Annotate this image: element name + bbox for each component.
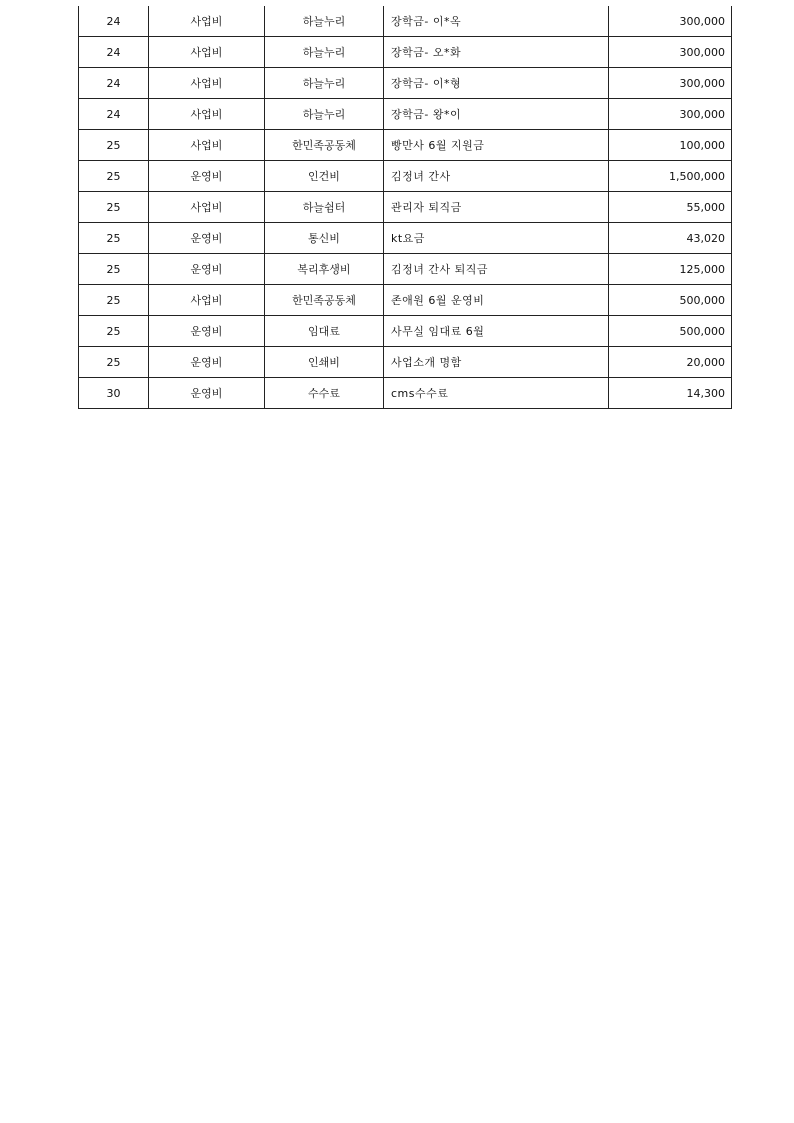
cell-amount: 43,020 — [609, 223, 732, 254]
cell-day: 25 — [79, 285, 149, 316]
cell-expense-type: 운영비 — [149, 378, 265, 409]
cell-description: 관리자 퇴직금 — [384, 192, 609, 223]
table-row — [79, 130, 732, 161]
cell-description: kt요금 — [384, 223, 609, 254]
cell-expense-type: 사업비 — [149, 37, 265, 68]
cell-day: 24 — [79, 6, 149, 37]
cell-amount: 125,000 — [609, 254, 732, 285]
cell-category: 통신비 — [265, 223, 384, 254]
table-row — [79, 161, 732, 192]
cell-category: 하늘누리 — [265, 68, 384, 99]
cell-day: 24 — [79, 99, 149, 130]
cell-amount: 100,000 — [609, 130, 732, 161]
cell-expense-type: 사업비 — [149, 99, 265, 130]
table-row — [79, 378, 732, 409]
cell-day: 25 — [79, 254, 149, 285]
cell-day: 25 — [79, 161, 149, 192]
cell-category: 복리후생비 — [265, 254, 384, 285]
cell-category: 하늘누리 — [265, 37, 384, 68]
cell-day: 25 — [79, 130, 149, 161]
table-row — [79, 223, 732, 254]
cell-amount: 55,000 — [609, 192, 732, 223]
cell-day: 30 — [79, 378, 149, 409]
cell-expense-type: 운영비 — [149, 254, 265, 285]
cell-expense-type: 운영비 — [149, 347, 265, 378]
ledger-body — [79, 6, 732, 409]
cell-amount: 20,000 — [609, 347, 732, 378]
cell-category: 인건비 — [265, 161, 384, 192]
cell-expense-type: 사업비 — [149, 285, 265, 316]
cell-amount: 300,000 — [609, 68, 732, 99]
cell-expense-type: 사업비 — [149, 6, 265, 37]
cell-category: 하늘누리 — [265, 6, 384, 37]
cell-day: 24 — [79, 68, 149, 99]
cell-amount: 300,000 — [609, 37, 732, 68]
table-row — [79, 99, 732, 130]
cell-amount: 14,300 — [609, 378, 732, 409]
cell-category: 임대료 — [265, 316, 384, 347]
cell-expense-type: 운영비 — [149, 223, 265, 254]
cell-description: 김정녀 간사 — [384, 161, 609, 192]
cell-description: 장학금- 왕*이 — [384, 99, 609, 130]
cell-expense-type: 사업비 — [149, 130, 265, 161]
table-row — [79, 316, 732, 347]
cell-day: 24 — [79, 37, 149, 68]
cell-description: 사업소개 명함 — [384, 347, 609, 378]
cell-category: 수수료 — [265, 378, 384, 409]
cell-day: 25 — [79, 223, 149, 254]
cell-description: 장학금- 이*옥 — [384, 6, 609, 37]
cell-amount: 500,000 — [609, 285, 732, 316]
cell-expense-type: 사업비 — [149, 192, 265, 223]
cell-amount: 300,000 — [609, 6, 732, 37]
cell-description: 빵만사 6월 지원금 — [384, 130, 609, 161]
cell-description: cms수수료 — [384, 378, 609, 409]
table-row — [79, 192, 732, 223]
cell-description: 장학금- 오*화 — [384, 37, 609, 68]
cell-category: 하늘누리 — [265, 99, 384, 130]
cell-category: 하늘쉼터 — [265, 192, 384, 223]
cell-day: 25 — [79, 316, 149, 347]
cell-category: 한민족공동체 — [265, 130, 384, 161]
cell-day: 25 — [79, 347, 149, 378]
table-row — [79, 6, 732, 37]
cell-expense-type: 운영비 — [149, 161, 265, 192]
cell-description: 김정녀 간사 퇴직금 — [384, 254, 609, 285]
table-row — [79, 254, 732, 285]
table-row — [79, 285, 732, 316]
cell-day: 25 — [79, 192, 149, 223]
cell-expense-type: 운영비 — [149, 316, 265, 347]
table-row — [79, 68, 732, 99]
cell-category: 한민족공동체 — [265, 285, 384, 316]
cell-category: 인쇄비 — [265, 347, 384, 378]
cell-amount: 500,000 — [609, 316, 732, 347]
cell-description: 존애원 6월 운영비 — [384, 285, 609, 316]
cell-amount: 1,500,000 — [609, 161, 732, 192]
table-row — [79, 37, 732, 68]
cell-description: 장학금- 이*형 — [384, 68, 609, 99]
expense-ledger-table — [78, 6, 732, 409]
table-row — [79, 347, 732, 378]
cell-amount: 300,000 — [609, 99, 732, 130]
cell-description: 사무실 임대료 6월 — [384, 316, 609, 347]
cell-expense-type: 사업비 — [149, 68, 265, 99]
